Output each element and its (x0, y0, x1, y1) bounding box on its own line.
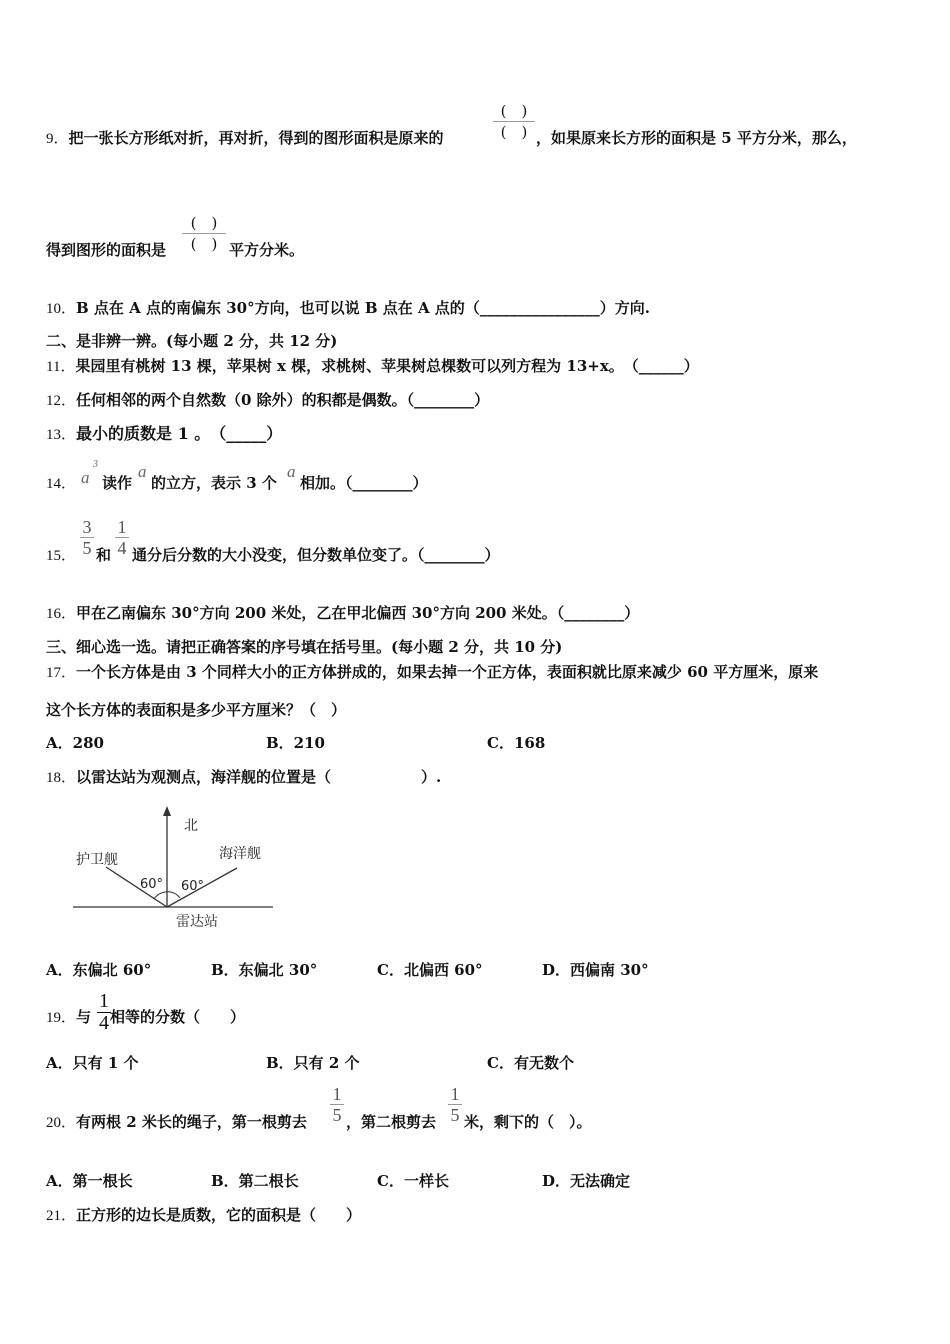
fraction-denominator: ( ) (500, 123, 528, 141)
ocean-label: 海洋舰 (219, 846, 261, 862)
question-number: 19． (46, 1010, 77, 1026)
question-text: 一个长方体是由 3 个同样大小的正方体拼成的，如果去掉一个正方体，表面积就比原来减少 60 平方厘米，原来 (76, 663, 819, 681)
angle-left-label: 60° (140, 877, 164, 892)
question-9-line-2: 得到图形的面积是 (46, 241, 167, 259)
question-number: 20． (46, 1115, 77, 1131)
question-17-line-1 (46, 662, 818, 683)
question-21 (46, 1205, 361, 1226)
option-c[interactable]: C．168 (487, 734, 546, 752)
question-20-text-b: ，第二根剪去 (346, 1113, 437, 1131)
question-14-text-b: 的立方，表示 3 个 (151, 474, 277, 492)
option-b[interactable]: B．210 (266, 734, 325, 752)
question-14-text-a: 读作 (102, 474, 133, 492)
question-19-text: 相等的分数（ ） (110, 1008, 246, 1026)
fraction-1-5 (448, 1085, 462, 1124)
fraction-numerator: 1 (99, 990, 109, 1012)
fraction-denominator: 4 (117, 538, 127, 558)
question-number: 21． (46, 1208, 77, 1224)
question-text: 最小的质数是 1 。 （_____） (76, 424, 283, 443)
question-9-text-b: ，如果原来长方形的面积是 5 平方分米，那么， (536, 129, 857, 147)
question-11 (46, 356, 699, 377)
section-2-heading: 二、是非辨一辨。(每小题 2 分，共 12 分) (46, 332, 338, 350)
question-text: 正方形的边长是质数，它的面积是（ ） (76, 1206, 362, 1224)
question-14-num (46, 473, 76, 494)
fraction-numerator: 1 (332, 1084, 342, 1104)
option-a[interactable]: A．只有 1 个 (46, 1054, 139, 1072)
fraction-1-5 (330, 1085, 344, 1124)
north-label: 北 (184, 818, 198, 834)
question-text: 把一张长方形纸对折，再对折，得到的图形面积是原来的 (68, 129, 444, 147)
question-15-text: 通分后分数的大小没变，但分数单位变了。（________） (132, 546, 500, 564)
option-c[interactable]: C．一样长 (377, 1172, 449, 1190)
option-c[interactable]: C．有无数个 (487, 1054, 574, 1072)
radar-diagram (60, 800, 290, 940)
fraction-numerator: 1 (450, 1084, 460, 1104)
option-a[interactable]: A．第一根长 (46, 1172, 133, 1190)
question-text: B 点在 A 点的南偏东 30°方向，也可以说 B 点在 A 点的（________________）方向. (76, 299, 651, 317)
blank-fraction (182, 214, 226, 253)
question-20-text-c: 米，剩下的（ ）。 (464, 1113, 592, 1131)
option-d[interactable]: D．西偏南 30° (542, 961, 649, 979)
question-text: 甲在乙南偏东 30°方向 200 米处，乙在甲北偏西 30°方向 200 米处。（________） (76, 604, 640, 622)
section-3-heading: 三、细心选一选。请把正确答案的序号填在括号里。(每小题 2 分，共 10 分) (46, 638, 563, 656)
option-a[interactable]: A．280 (46, 734, 104, 752)
exponent: 3 (93, 459, 98, 470)
question-text: 与 (76, 1008, 92, 1026)
question-text: 果园里有桃树 13 棵，苹果树 x 棵，求桃树、苹果树总棵数可以列方程为 13+x。 （______） (75, 357, 699, 375)
question-16 (46, 603, 639, 624)
question-15-num (46, 545, 76, 566)
fraction-3-5 (80, 518, 94, 557)
question-number: 12． (46, 393, 77, 409)
fraction-denominator: 5 (332, 1105, 342, 1125)
question-17-line-2: 这个长方体的表面积是多少平方厘米？（ ） (46, 701, 347, 719)
question-number: 18． (46, 770, 77, 786)
option-a[interactable]: A．东偏北 60° (46, 961, 152, 979)
variable-a: a (81, 468, 90, 487)
escort-label: 护卫舰 (76, 852, 118, 868)
question-number: 13． (46, 427, 77, 443)
question-15-and: 和 (96, 546, 112, 564)
question-19-num (46, 1007, 91, 1028)
fraction-numerator: 3 (82, 517, 92, 537)
question-number: 9． (46, 131, 69, 147)
question-number: 14． (46, 476, 77, 492)
question-20-line (46, 1112, 307, 1133)
question-13 (46, 424, 282, 445)
variable-a: a (287, 462, 296, 481)
question-text: 以雷达站为观测点，海洋舰的位置是（ ）. (76, 768, 442, 786)
fraction-1-4 (97, 992, 111, 1033)
fraction-numerator: ( ) (190, 214, 218, 232)
fraction-denominator: 4 (99, 1012, 109, 1034)
option-b[interactable]: B．只有 2 个 (266, 1054, 360, 1072)
fraction-numerator: 1 (117, 517, 127, 537)
north-arrow-icon (163, 806, 171, 816)
fraction-1-4 (115, 518, 129, 557)
fraction-denominator: 5 (82, 538, 92, 558)
question-number: 16． (46, 606, 77, 622)
question-12 (46, 390, 489, 411)
question-9-text-d: 平方分米。 (229, 241, 305, 259)
angle-right-label: 60° (181, 879, 205, 894)
radar-label: 雷达站 (176, 914, 218, 930)
variable-a: a (138, 462, 147, 481)
question-text: 任何相邻的两个自然数（0 除外）的积都是偶数。（________） (76, 391, 490, 409)
question-text: 有两根 2 米长的绳子，第一根剪去 (76, 1113, 307, 1131)
question-18 (46, 767, 441, 788)
option-b[interactable]: B．第二根长 (211, 1172, 299, 1190)
question-number: 15． (46, 548, 77, 564)
question-number: 17． (46, 665, 77, 681)
option-d[interactable]: D．无法确定 (542, 1172, 631, 1190)
fraction-denominator: 5 (450, 1105, 460, 1125)
fraction-denominator: ( ) (190, 235, 218, 253)
fraction-numerator: ( ) (500, 102, 528, 120)
option-c[interactable]: C．北偏西 60° (377, 961, 483, 979)
question-number: 10． (46, 301, 77, 317)
question-9-line-1 (46, 128, 444, 149)
blank-fraction (493, 102, 535, 141)
question-number: 11． (46, 359, 76, 375)
question-14-text-c: 相加。（________） (300, 474, 428, 492)
question-10 (46, 298, 650, 319)
option-b[interactable]: B．东偏北 30° (211, 961, 318, 979)
